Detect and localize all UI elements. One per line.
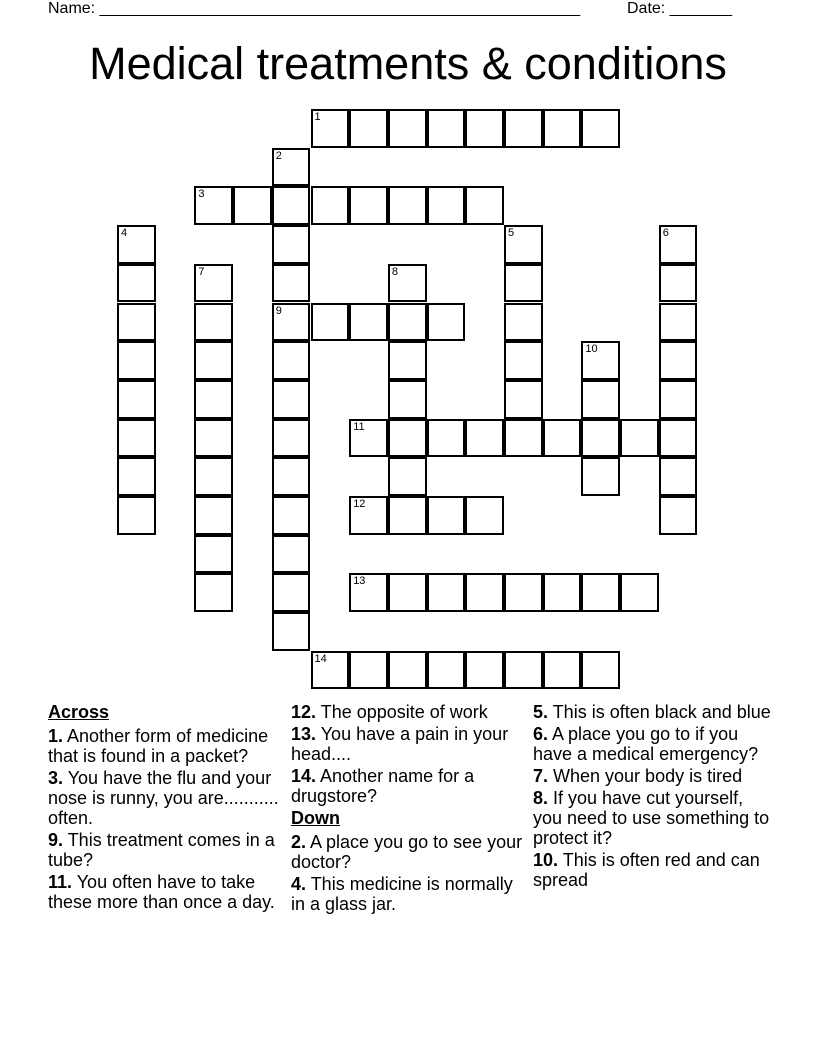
- clue-down-8: [533, 788, 773, 848]
- crossword-cell[interactable]: [194, 303, 233, 342]
- clue-down-7: [533, 766, 773, 786]
- crossword-cell[interactable]: [272, 419, 311, 458]
- clue-column-3: [533, 702, 773, 892]
- crossword-cell[interactable]: [194, 186, 233, 225]
- clue-text: You have a pain in your head....: [291, 724, 509, 764]
- clue-across-12: [291, 702, 523, 722]
- crossword-cell[interactable]: [465, 419, 504, 458]
- crossword-cell[interactable]: [311, 303, 350, 342]
- crossword-cell[interactable]: [581, 573, 620, 612]
- name-field[interactable]: Name: ______________________________________________________: [48, 0, 581, 17]
- crossword-cell[interactable]: [427, 109, 466, 148]
- crossword-cell[interactable]: [272, 225, 311, 264]
- clue-number: 11.: [48, 872, 73, 892]
- crossword-cell[interactable]: [194, 573, 233, 612]
- clue-number: 10.: [533, 850, 559, 870]
- crossword-cell[interactable]: [504, 573, 543, 612]
- crossword-cell[interactable]: [272, 535, 311, 574]
- crossword-cell[interactable]: [194, 496, 233, 535]
- clue-text: A place you go to see your doctor?: [291, 832, 523, 872]
- clue-text: This treatment comes in a tube?: [48, 830, 275, 870]
- crossword-cell[interactable]: [194, 264, 233, 303]
- crossword-cell[interactable]: [659, 380, 698, 419]
- crossword-cell[interactable]: [504, 341, 543, 380]
- crossword-cell[interactable]: [272, 573, 311, 612]
- crossword-cell[interactable]: [233, 186, 272, 225]
- cell-number: 1: [314, 111, 321, 123]
- crossword-cell[interactable]: [388, 303, 427, 342]
- clue-down-4: [291, 874, 523, 914]
- crossword-cell[interactable]: [543, 573, 582, 612]
- clue-across-3: [48, 768, 280, 828]
- crossword-cell[interactable]: [349, 419, 388, 458]
- clue-text: This is often black and blue: [548, 702, 771, 722]
- crossword-cell[interactable]: [388, 380, 427, 419]
- crossword-cell[interactable]: [194, 535, 233, 574]
- crossword-cell[interactable]: [504, 419, 543, 458]
- crossword-cell[interactable]: [272, 264, 311, 303]
- down-heading: Down: [291, 808, 340, 828]
- crossword-cell[interactable]: [620, 419, 659, 458]
- crossword-cell[interactable]: [117, 303, 156, 342]
- clue-text: Another name for a drugstore?: [291, 766, 475, 806]
- crossword-cell[interactable]: [349, 573, 388, 612]
- clue-column-2: [291, 702, 523, 916]
- crossword-cell[interactable]: [388, 419, 427, 458]
- crossword-cell[interactable]: [504, 225, 543, 264]
- clue-across-1: [48, 726, 280, 766]
- crossword-cell[interactable]: [194, 457, 233, 496]
- crossword-cell[interactable]: [504, 109, 543, 148]
- crossword-cell[interactable]: [349, 109, 388, 148]
- cell-number: 13: [353, 575, 366, 588]
- clue-text: The opposite of work: [316, 702, 488, 722]
- crossword-cell[interactable]: [194, 341, 233, 380]
- clue-down-5: [533, 702, 773, 722]
- clue-across-9: [48, 830, 280, 870]
- crossword-cell[interactable]: [311, 651, 350, 690]
- across-heading: Across: [48, 702, 110, 722]
- crossword-cell[interactable]: [659, 303, 698, 342]
- crossword-cell[interactable]: [194, 380, 233, 419]
- clue-number: 6.: [533, 724, 549, 744]
- crossword-cell[interactable]: [272, 380, 311, 419]
- clue-down-10: [533, 850, 773, 890]
- crossword-cell[interactable]: [272, 612, 311, 651]
- crossword-cell[interactable]: [465, 496, 504, 535]
- clue-number: 14.: [291, 766, 317, 786]
- crossword-cell[interactable]: [272, 186, 311, 225]
- clue-number: 4.: [291, 874, 307, 894]
- clue-number: 3.: [48, 768, 64, 788]
- crossword-cell[interactable]: [659, 341, 698, 380]
- cell-number: 4: [121, 227, 128, 240]
- crossword-cell[interactable]: [388, 457, 427, 496]
- clue-text: If you have cut yourself, you need to use something to protect it?: [533, 788, 770, 848]
- crossword-cell[interactable]: [581, 380, 620, 419]
- crossword-cell[interactable]: [349, 303, 388, 342]
- crossword-cell[interactable]: [659, 419, 698, 458]
- crossword-cell[interactable]: [543, 419, 582, 458]
- crossword-cell[interactable]: [349, 186, 388, 225]
- crossword-cell[interactable]: [194, 419, 233, 458]
- crossword-cell[interactable]: [272, 341, 311, 380]
- cell-number: 11: [353, 420, 365, 433]
- cell-number: 14: [314, 652, 327, 665]
- cell-number: 5: [508, 227, 515, 240]
- clue-text: This medicine is normally in a glass jar.: [291, 874, 513, 914]
- crossword-cell[interactable]: [349, 496, 388, 535]
- crossword-cell[interactable]: [427, 496, 466, 535]
- clue-number: 8.: [533, 788, 549, 808]
- crossword-cell[interactable]: [465, 651, 504, 690]
- crossword-cell[interactable]: [543, 651, 582, 690]
- clue-text: This is often red and can spread: [533, 850, 760, 890]
- clue-down-6: [533, 724, 773, 764]
- crossword-cell[interactable]: [117, 380, 156, 419]
- cell-number: 7: [198, 265, 205, 278]
- crossword-cell[interactable]: [349, 651, 388, 690]
- crossword-cell[interactable]: [581, 457, 620, 496]
- cell-number: 8: [391, 265, 399, 278]
- cell-number: 3: [198, 188, 205, 201]
- crossword-cell[interactable]: [465, 186, 504, 225]
- crossword-cell[interactable]: [427, 186, 466, 225]
- crossword-cell[interactable]: [581, 109, 620, 148]
- clue-column-1: [48, 702, 280, 914]
- crossword-cell[interactable]: [465, 109, 504, 148]
- crossword-cell[interactable]: [465, 573, 504, 612]
- crossword-cell[interactable]: [388, 573, 427, 612]
- crossword-cell[interactable]: [117, 419, 156, 458]
- clue-text: You often have to take these more than once a day.: [48, 872, 275, 912]
- crossword-cell[interactable]: [659, 264, 698, 303]
- crossword-cell[interactable]: [117, 264, 156, 303]
- crossword-cell[interactable]: [272, 303, 311, 342]
- crossword-cell[interactable]: [504, 651, 543, 690]
- cell-number: 12: [353, 498, 366, 510]
- crossword-cell[interactable]: [117, 225, 156, 264]
- clue-number: 12.: [291, 702, 317, 722]
- page-title: Medical treatments & conditions: [89, 38, 727, 89]
- clue-number: 7.: [533, 766, 549, 786]
- crossword-cell[interactable]: [427, 573, 466, 612]
- crossword-cell[interactable]: [504, 303, 543, 342]
- crossword-cell[interactable]: [272, 148, 311, 187]
- clue-text: You have the flu and your nose is runny, you are........... often.: [48, 768, 279, 828]
- crossword-cell[interactable]: [620, 573, 659, 612]
- crossword-cell[interactable]: [581, 341, 620, 380]
- crossword-cell[interactable]: [504, 380, 543, 419]
- clue-number: 13.: [291, 724, 317, 744]
- crossword-cell[interactable]: [427, 303, 466, 342]
- clue-across-14: [291, 766, 523, 806]
- crossword-cell[interactable]: [659, 496, 698, 535]
- crossword-cell[interactable]: [117, 496, 156, 535]
- crossword-cell[interactable]: [388, 186, 427, 225]
- crossword-cell[interactable]: [659, 457, 698, 496]
- cell-number: 10: [585, 343, 598, 356]
- crossword-cell[interactable]: [581, 419, 620, 458]
- clue-number: 5.: [533, 702, 549, 722]
- clue-down-2: [291, 832, 523, 872]
- clue-text: When your body is tired: [548, 766, 743, 786]
- crossword-cell[interactable]: [272, 496, 311, 535]
- clue-text: A place you go to if you have a medical emergency?: [533, 724, 759, 764]
- clue-text: Another form of medicine that is found in a packet?: [48, 726, 269, 766]
- crossword-cell[interactable]: [388, 109, 427, 148]
- clue-number: 9.: [48, 830, 64, 850]
- crossword-cell[interactable]: [427, 651, 466, 690]
- clue-across-13: [291, 724, 523, 764]
- crossword-cell[interactable]: [272, 457, 311, 496]
- crossword-cell[interactable]: [504, 264, 543, 303]
- crossword-cell[interactable]: [388, 341, 427, 380]
- date-field[interactable]: Date: _______: [627, 0, 732, 17]
- crossword-cell[interactable]: [117, 341, 156, 380]
- crossword-cell[interactable]: [427, 419, 466, 458]
- crossword-cell[interactable]: [543, 109, 582, 148]
- clue-across-11: [48, 872, 280, 912]
- crossword-cell[interactable]: [581, 651, 620, 690]
- crossword-cell[interactable]: [311, 186, 350, 225]
- cell-number: 6: [662, 227, 669, 240]
- crossword-cell[interactable]: [388, 264, 427, 303]
- crossword-cell[interactable]: [311, 109, 350, 148]
- cell-number: 2: [275, 149, 282, 162]
- crossword-cell[interactable]: [388, 496, 427, 535]
- crossword-cell[interactable]: [388, 651, 427, 690]
- cell-number: 9: [275, 304, 282, 317]
- clue-number: 1.: [48, 726, 64, 746]
- crossword-cell[interactable]: [117, 457, 156, 496]
- clue-number: 2.: [291, 832, 307, 852]
- crossword-cell[interactable]: [659, 225, 698, 264]
